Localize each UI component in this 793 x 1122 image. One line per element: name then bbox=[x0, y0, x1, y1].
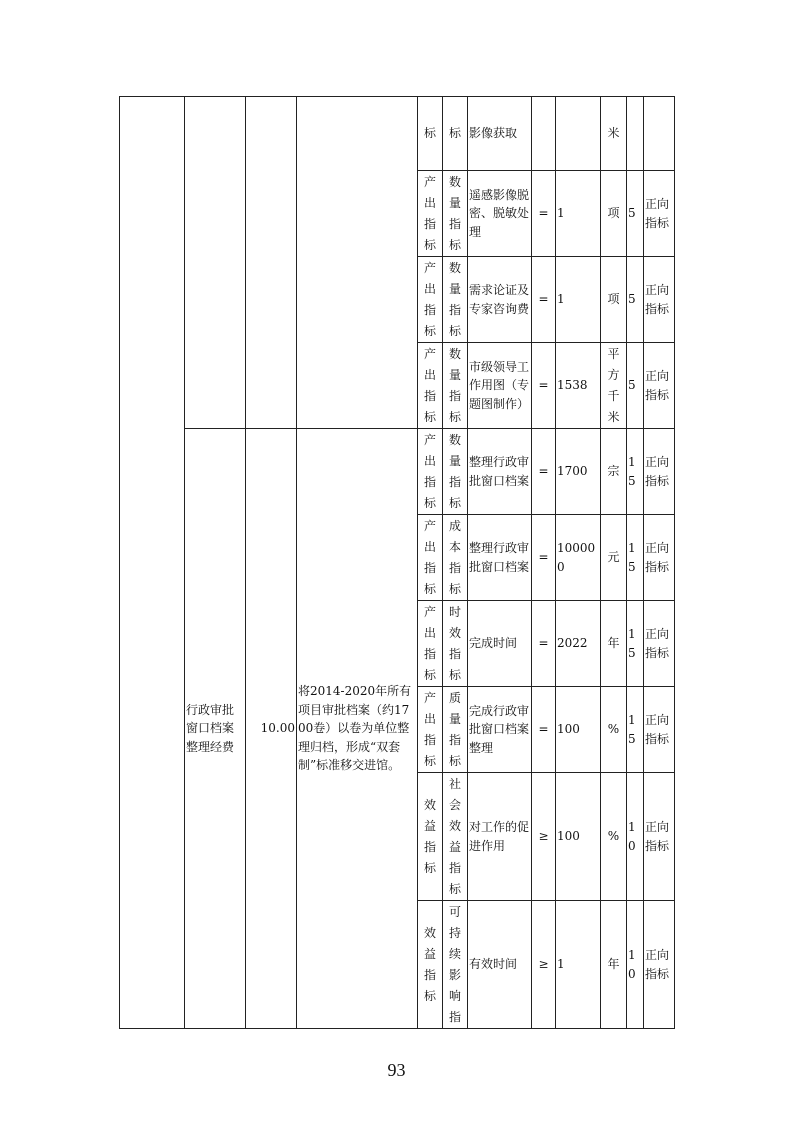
value-cell: 1 bbox=[556, 171, 601, 257]
indicator-cell: 完成时间 bbox=[468, 601, 532, 687]
page-number: 93 bbox=[387, 1060, 406, 1080]
operator-cell: = bbox=[532, 687, 556, 773]
level1-cell: 产出指标 bbox=[418, 515, 443, 601]
level1-cell: 产出指标 bbox=[418, 601, 443, 687]
level2-cell: 数量指标 bbox=[443, 343, 468, 429]
project-name-cell: 行政审批窗口档案整理经费 bbox=[185, 429, 246, 1029]
operator-cell: = bbox=[532, 429, 556, 515]
score-cell: 5 bbox=[627, 343, 644, 429]
value-cell: 100000 bbox=[556, 515, 601, 601]
level1-cell: 效益指标 bbox=[418, 901, 443, 1029]
direction-cell: 正向指标 bbox=[644, 429, 675, 515]
level2-cell: 社会效益指标 bbox=[443, 773, 468, 901]
project-desc-cell: 将2014-2020年所有项目审批档案（约1700卷）以卷为单位整理归档，形成“双套制”标准移交进馆。 bbox=[297, 429, 418, 1029]
level1-cell: 产出指标 bbox=[418, 343, 443, 429]
table-row bbox=[120, 97, 675, 171]
unit-cell: 项 bbox=[601, 171, 627, 257]
level2-cell: 时效指标 bbox=[443, 601, 468, 687]
score-cell: 15 bbox=[627, 429, 644, 515]
indicator-cell: 对工作的促进作用 bbox=[468, 773, 532, 901]
unit-cell: 年 bbox=[601, 901, 627, 1029]
score-cell: 5 bbox=[627, 171, 644, 257]
unit-cell: 米 bbox=[601, 97, 627, 171]
operator-cell bbox=[532, 97, 556, 171]
indicator-cell: 需求论证及专家咨询费 bbox=[468, 257, 532, 343]
value-cell bbox=[556, 97, 601, 171]
direction-cell: 正向指标 bbox=[644, 343, 675, 429]
unit-cell: 项 bbox=[601, 257, 627, 343]
level2-cell: 数量指标 bbox=[443, 171, 468, 257]
unit-cell: 年 bbox=[601, 601, 627, 687]
value-cell: 1700 bbox=[556, 429, 601, 515]
level1-cell: 标 bbox=[418, 97, 443, 171]
indicator-cell: 影像获取 bbox=[468, 97, 532, 171]
level1-cell: 产出指标 bbox=[418, 429, 443, 515]
level2-cell: 标 bbox=[443, 97, 468, 171]
direction-cell bbox=[644, 97, 675, 171]
value-cell: 1538 bbox=[556, 343, 601, 429]
indicator-cell: 整理行政审批窗口档案 bbox=[468, 515, 532, 601]
unit-cell: % bbox=[601, 687, 627, 773]
value-cell: 2022 bbox=[556, 601, 601, 687]
value-cell: 1 bbox=[556, 257, 601, 343]
direction-cell: 正向指标 bbox=[644, 171, 675, 257]
operator-cell: ≥ bbox=[532, 901, 556, 1029]
operator-cell: = bbox=[532, 343, 556, 429]
indicator-cell: 整理行政审批窗口档案 bbox=[468, 429, 532, 515]
level1-cell: 产出指标 bbox=[418, 687, 443, 773]
indicator-cell: 市级领导工作用图（专题图制作） bbox=[468, 343, 532, 429]
direction-cell: 正向指标 bbox=[644, 773, 675, 901]
value-cell: 100 bbox=[556, 773, 601, 901]
value-cell: 100 bbox=[556, 687, 601, 773]
performance-table bbox=[119, 96, 675, 1029]
indicator-cell: 遥感影像脱密、脱敏处理 bbox=[468, 171, 532, 257]
value-cell: 1 bbox=[556, 901, 601, 1029]
level1-cell: 产出指标 bbox=[418, 257, 443, 343]
score-cell: 15 bbox=[627, 687, 644, 773]
level2-cell: 数量指标 bbox=[443, 429, 468, 515]
operator-cell: ≥ bbox=[532, 773, 556, 901]
operator-cell: = bbox=[532, 515, 556, 601]
indicator-cell: 有效时间 bbox=[468, 901, 532, 1029]
score-cell: 10 bbox=[627, 773, 644, 901]
direction-cell: 正向指标 bbox=[644, 601, 675, 687]
blank-project-name bbox=[185, 97, 246, 429]
level2-cell: 可持续影响指 bbox=[443, 901, 468, 1029]
unit-cell: 元 bbox=[601, 515, 627, 601]
project-amount-cell: 10.00 bbox=[246, 429, 297, 1029]
indicator-cell: 完成行政审批窗口档案整理 bbox=[468, 687, 532, 773]
level2-cell: 质量指标 bbox=[443, 687, 468, 773]
direction-cell: 正向指标 bbox=[644, 515, 675, 601]
level1-cell: 效益指标 bbox=[418, 773, 443, 901]
unit-cell: 平方千米 bbox=[601, 343, 627, 429]
direction-cell: 正向指标 bbox=[644, 687, 675, 773]
level2-cell: 成本指标 bbox=[443, 515, 468, 601]
score-cell: 15 bbox=[627, 515, 644, 601]
unit-cell: % bbox=[601, 773, 627, 901]
unit-cell: 宗 bbox=[601, 429, 627, 515]
level1-cell: 产出指标 bbox=[418, 171, 443, 257]
operator-cell: = bbox=[532, 257, 556, 343]
direction-cell: 正向指标 bbox=[644, 901, 675, 1029]
blank-project-amount bbox=[246, 97, 297, 429]
score-cell bbox=[627, 97, 644, 171]
direction-cell: 正向指标 bbox=[644, 257, 675, 343]
table-row bbox=[120, 429, 675, 515]
score-cell: 15 bbox=[627, 601, 644, 687]
blank-project-desc bbox=[297, 97, 418, 429]
operator-cell: = bbox=[532, 171, 556, 257]
level2-cell: 数量指标 bbox=[443, 257, 468, 343]
score-cell: 5 bbox=[627, 257, 644, 343]
score-cell: 10 bbox=[627, 901, 644, 1029]
blank-col-a bbox=[120, 97, 185, 1029]
operator-cell: = bbox=[532, 601, 556, 687]
